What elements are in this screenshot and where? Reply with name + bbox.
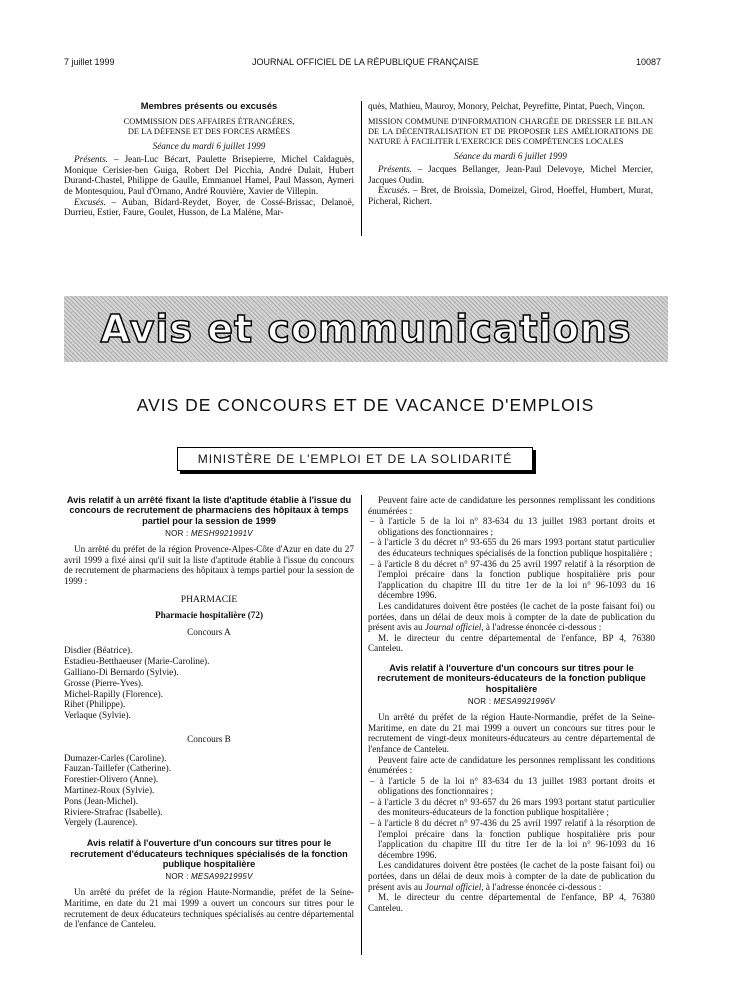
mission-heading: MISSION COMMUNE D'INFORMATION CHARGÉE DE DRESSER LE BILAN DE LA DÉCENTRALISATION ET DE PROPOSER LES AMÉLIORATIONS DE NATURE À FACILITER L'EXERCICE DES COMPÉTENCES LOCALES	[368, 116, 653, 146]
list-item: Vergely (Laurence).	[64, 817, 138, 828]
list-item: Martinez-Roux (Sylvie).	[64, 784, 155, 795]
journal-title: JOURNAL OFFICIEL DE LA RÉPUBLIQUE FRANÇAISE	[252, 57, 479, 67]
concours-b-list	[64, 753, 354, 829]
avis3-title: Avis relatif à l'ouverture d'un concours sur titres pour le recrutement de moniteurs-éducateurs de la fonction publique hospitalière	[377, 662, 646, 694]
candidatures-paragraph: Les candidatures doivent être postées (le cachet de la poste faisant foi) ou portées, dans un délai de deux mois à compter de la date de publication du présent avis au Journal officiel, à l'adresse énoncée ci-dessous :	[368, 600, 655, 633]
condition-item: – à l'article 3 du décret n° 93-655 du 26 mars 1993 portant statut particulier des éducateurs techniques spécialisés de la fonction publique hospitalière ;	[370, 537, 655, 558]
list-item: Fauzan-Taillefer (Catherine).	[64, 763, 171, 774]
left-column	[64, 495, 354, 930]
column-divider-2	[361, 495, 362, 955]
list-item: Verlaque (Sylvie).	[64, 710, 131, 721]
condition-item: – à l'article 3 du décret n° 93-657 du 26 mars 1993 portant statut particulier des moniteurs-éducateurs de la fonction publique hospitalière ;	[370, 796, 655, 818]
pharmacie-heading: PHARMACIE	[180, 593, 238, 605]
top-right-column	[368, 101, 653, 207]
conditions-intro-2: Peuvent faire acte de candidature les personnes remplissant les conditions énumérées :	[368, 754, 655, 776]
avis2-text: Un arrêté du préfet de la région Haute-Normandie, préfet de la Seine-Maritime, en date du 21 mai 1999 a ouvert un concours sur titres pour le recrutement de deux éducateurs techniques spécialisés au centre départemental de l'enfance de Canteleu.	[64, 887, 354, 930]
page-number: 10087	[635, 57, 661, 67]
condition-item: – à l'article 5 de la loi n° 83-634 du 13 juillet 1983 portant droits et obligations des fonctionnaires ;	[370, 775, 655, 797]
banner	[64, 296, 668, 362]
banner-title: Avis et communications	[100, 307, 632, 351]
seance-date-2: Séance du mardi 6 juillet 1999	[454, 150, 567, 161]
concours-b-heading: Concours B	[187, 733, 231, 744]
condition-item: – à l'article 8 du décret n° 97-436 du 25 avril 1997 relatif à la résorption de l'emploi précaire dans la fonction publique hospitalière pris pour l'application du chapitre III du titre 1er de la loi n° 96-1093 du 16 décembre 1996.	[370, 818, 655, 860]
list-item: Estadieu-Betthaeuser (Marie-Caroline).	[64, 656, 210, 667]
right-column	[368, 495, 655, 913]
excuses-paragraph-2: Excusés. – Bret, de Broissia, Domeizel, Girod, Hoeffel, Humbert, Murat, Picheral, Richert.	[368, 185, 653, 206]
avis2-nor: NOR : MESA9921995V	[165, 872, 253, 882]
members-heading: Membres présents ou excusés	[140, 100, 278, 111]
condition-item: – à l'article 8 du décret n° 97-436 du 25 avril 1997 relatif à la résorption de l'emploi précaire dans la fonction publique hospitalière pris pour l'application du chapitre III du titre 1er de la loi n° 96-1093 du 16 décembre 1996.	[370, 558, 655, 601]
ministry-box	[177, 447, 533, 471]
list-item: Michel-Rapilly (Florence).	[64, 688, 163, 699]
list-item: Disdier (Béatrice).	[64, 645, 133, 656]
list-item: Pons (Jean-Michel).	[64, 795, 138, 806]
commission-line-1: COMMISSION DES AFFAIRES ÉTRANGÈRES,	[123, 116, 295, 126]
seance-date: Séance du mardi 6 juillet 1999	[152, 140, 266, 151]
list-item: Forestier-Olivero (Anne).	[64, 774, 159, 785]
concours-a-list	[64, 645, 354, 721]
excuses-paragraph: Excusés. – Auban, Bidard-Reydet, Boyer, de Cossé-Brissac, Delanoë, Durrieu, Estier, Faure, Goulet, Husson, de La Malène, Mar-	[64, 196, 354, 218]
list-item: Dumazer-Carles (Caroline).	[64, 752, 167, 763]
top-left-column	[64, 101, 354, 218]
commission-line-2: DE LA DÉFENSE ET DES FORCES ARMÉES	[127, 126, 291, 136]
address-paragraph-2: M. le directeur du centre départemental de l'enfance, BP 4, 76380 Canteleu.	[368, 892, 655, 913]
list-item: Galliano-Di Bernardo (Sylvie).	[64, 666, 179, 677]
conditions-intro: Peuvent faire acte de candidature les personnes remplissant les conditions énumérées :	[368, 495, 655, 516]
column-divider	[361, 101, 362, 236]
condition-item: – à l'article 5 de la loi n° 83-634 du 13 juillet 1983 portant droits et obligations des fonctionnaires ;	[370, 516, 655, 537]
pharmacie-hospitaliere: Pharmacie hospitalière (72)	[154, 610, 264, 621]
list-item: Rihet (Philippe).	[64, 699, 126, 710]
avis3-text: Un arrêté du préfet de la région Haute-Normandie, préfet de la Seine-Maritime, en date du 21 mai 1999 a ouvert un concours sur titres pour le recrutement de vingt-deux moniteurs-éducateurs au centre départemental de l'enfance de Canteleu.	[368, 712, 655, 754]
candidatures-paragraph-2: Les candidatures doivent être postées (le cachet de la poste faisant foi) ou portées, dans un délai de deux mois à compter de la date de publication du présent avis au Journal officiel, à l'adresse énoncée ci-dessous :	[368, 860, 655, 892]
avis3-nor: NOR : MESA9921996V	[467, 697, 556, 707]
ministry-name: MINISTÈRE DE L'EMPLOI ET DE LA SOLIDARITÉ	[197, 452, 513, 466]
section-title: AVIS DE CONCOURS ET DE VACANCE D'EMPLOIS	[136, 395, 595, 415]
avis2-title: Avis relatif à l'ouverture d'un concours sur titres pour le recrutement d'éducateurs techniques spécialisés de la fonction publique hospitalière	[70, 838, 348, 869]
presents-paragraph: Présents. – Jean-Luc Bécart, Paulette Brisepierre, Michel Caldaguès, Monique Cerisier-ben Guiga, Robert Del Picchia, André Dulait, Hubert Durand-Chastel, Philippe de Gaulle, Emmanuel Hamel, Paul Masson, Aymeri de Montesquiou, Paul d'Ornano, André Rouvière, Xavier de Villepin.	[64, 154, 354, 196]
avis1-text: Un arrêté du préfet de la région Provence-Alpes-Côte d'Azur en date du 27 avril 1999 a fixé ainsi qu'il suit la liste d'aptitude établie à l'issue du concours de recrutement de pharmaciens des hôpitaux à temps partiel pour la session de 1999 :	[64, 544, 354, 586]
avis1-nor: NOR : MESH9921991V	[165, 529, 253, 539]
concours-a-heading: Concours A	[187, 626, 231, 637]
list-item: Riviere-Strafrac (Isabelle).	[64, 806, 163, 817]
list-item: Grosse (Pierre-Yves).	[64, 677, 144, 688]
presents-paragraph-2: Présents. – Jacques Bellanger, Jean-Paul Delevoye, Michel Mercier, Jacques Oudin.	[368, 164, 653, 185]
excuses-continued: quès, Mathieu, Mauroy, Monory, Pelchat, Peyrefitte, Pintat, Puech, Vinçon.	[368, 101, 645, 111]
address-paragraph: M. le directeur du centre départemental de l'enfance, BP 4, 76380 Canteleu.	[368, 632, 655, 654]
avis1-title: Avis relatif à un arrêté fixant la liste d'aptitude établie à l'issue du concours de recrutement de pharmaciens des hôpitaux à temps partiel pour la session de 1999	[66, 495, 352, 526]
page-date: 7 juillet 1999	[64, 57, 115, 67]
